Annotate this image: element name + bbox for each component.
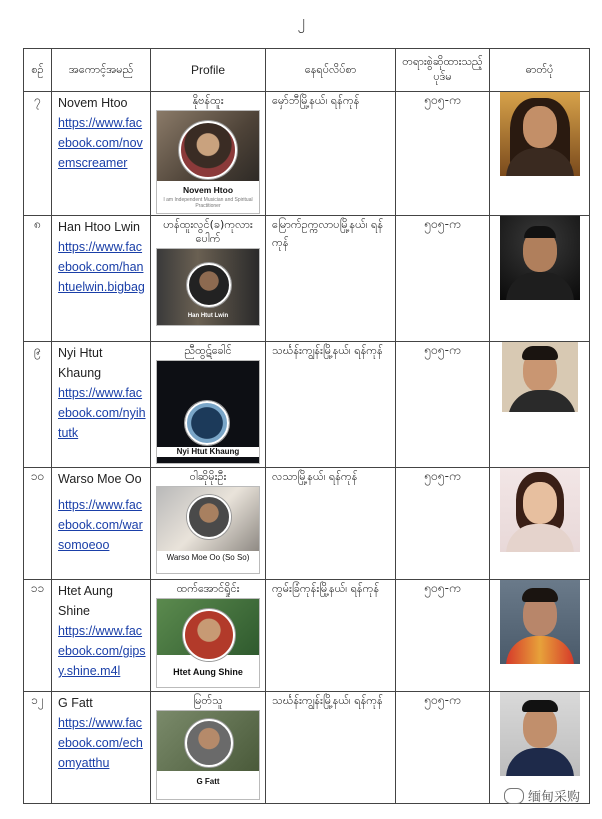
account-cell	[52, 692, 151, 804]
photo-cell	[490, 342, 590, 468]
section-cell: ၅၀၅-က	[396, 692, 490, 804]
account-cell	[52, 216, 151, 342]
table-row	[24, 580, 590, 692]
profile-url-link[interactable]: https://www.facebook.com/echomyatthu	[58, 716, 143, 770]
suspect-photo	[500, 580, 580, 664]
watermark	[504, 786, 580, 805]
address-cell: မှော်ဘီမြို့နယ်၊ ရန်ကုန်	[266, 92, 396, 216]
profile-screenshot	[156, 248, 260, 326]
row-number: ၁၂	[24, 692, 52, 804]
photo-cell	[490, 580, 590, 692]
header-section: တရားစွဲဆိုထားသည့်ပုဒ်မ	[396, 49, 490, 92]
profile-screenshot	[156, 360, 260, 464]
burmese-name: ထက်အောင်ရှိုင်း	[176, 582, 240, 595]
header-profile: Profile	[151, 49, 266, 92]
header-photo: ဓာတ်ပုံ	[490, 49, 590, 92]
profile-display-name: Novem Htoo	[182, 185, 234, 195]
profile-screenshot	[156, 486, 260, 574]
section-cell: ၅၀၅-က	[396, 580, 490, 692]
table-header-row	[24, 49, 590, 92]
profile-cell	[151, 342, 266, 468]
profile-screenshot	[156, 110, 260, 214]
photo-cell	[490, 92, 590, 216]
row-number: ၈	[24, 216, 52, 342]
profile-screenshot	[156, 598, 260, 688]
section-cell: ၅၀၅-က	[396, 342, 490, 468]
suspect-photo	[500, 216, 580, 300]
account-cell	[52, 580, 151, 692]
suspect-photo	[500, 692, 580, 776]
address-cell: ကွမ်းခြံကုန်းမြို့နယ်၊ ရန်ကုန်	[266, 580, 396, 692]
table-row	[24, 468, 590, 580]
row-number: ၇	[24, 92, 52, 216]
wechat-icon	[504, 788, 524, 804]
account-name: Han Htoo Lwin	[58, 220, 140, 234]
row-number: ၉	[24, 342, 52, 468]
suspect-photo	[500, 468, 580, 552]
wanted-list-table	[23, 48, 590, 804]
photo-cell	[490, 216, 590, 342]
table-row	[24, 342, 590, 468]
profile-cell	[151, 216, 266, 342]
profile-url-link[interactable]: https://www.facebook.com/warsomoeoo	[58, 498, 143, 552]
burmese-name: ဝါဆိုမိုးဦး	[189, 470, 227, 483]
address-cell: သင်္ဃန်းကျွန်းမြို့နယ်၊ ရန်ကုန်	[266, 342, 396, 468]
burmese-name: မြတ်သူ	[193, 694, 223, 707]
row-number: ၁၀	[24, 468, 52, 580]
account-name: Nyi Htut Khaung	[58, 346, 103, 380]
profile-display-name: G Fatt	[196, 777, 220, 786]
page-number: ၂	[297, 12, 305, 30]
section-cell: ၅၀၅-က	[396, 92, 490, 216]
profile-cell	[151, 92, 266, 216]
burmese-name: ညီထွဋ်ခေါင်	[184, 344, 232, 357]
suspect-photo	[502, 342, 578, 412]
account-cell	[52, 342, 151, 468]
header-no: စဉ်	[24, 49, 52, 92]
account-cell	[52, 92, 151, 216]
section-cell: ၅၀၅-က	[396, 216, 490, 342]
profile-display-name: Nyi Htut Khaung	[157, 447, 259, 457]
section-cell: ၅၀၅-က	[396, 468, 490, 580]
profile-url-link[interactable]: https://www.facebook.com/novemscreamer	[58, 116, 143, 170]
profile-cell	[151, 580, 266, 692]
table-row	[24, 92, 590, 216]
profile-url-link[interactable]: https://www.facebook.com/hanhtuelwin.bigbag	[58, 240, 145, 294]
table-row	[24, 216, 590, 342]
header-address: နေရပ်လိပ်စာ	[266, 49, 396, 92]
account-name: Htet Aung Shine	[58, 584, 113, 618]
account-name: Warso Moe Oo	[58, 472, 142, 486]
profile-display-name: Warso Moe Oo (So So)	[166, 553, 250, 562]
profile-cell	[151, 692, 266, 804]
account-name: G Fatt	[58, 696, 93, 710]
watermark-text: 缅甸采购	[527, 790, 580, 805]
header-account: အကောင့်အမည်	[52, 49, 151, 92]
address-cell: မြောက်ဥက္ကလာပမြို့နယ်၊ ရန်ကုန်	[266, 216, 396, 342]
suspect-photo	[500, 92, 580, 176]
account-cell	[52, 468, 151, 580]
profile-bio: I am Independent Musician and Spiritual Practitioner	[163, 197, 253, 209]
burmese-name: နိုဗန်ထူး	[192, 94, 224, 107]
photo-cell	[490, 468, 590, 580]
account-name: Novem Htoo	[58, 96, 128, 110]
profile-cell	[151, 468, 266, 580]
row-number: ၁၁	[24, 580, 52, 692]
address-cell: လသာမြို့နယ်၊ ရန်ကုန်	[266, 468, 396, 580]
profile-display-name: Htet Aung Shine	[173, 667, 243, 677]
burmese-name: ဟန်ထူးလွင်(ခ)ကုလားပေါက်	[163, 218, 253, 245]
profile-screenshot	[156, 710, 260, 800]
profile-url-link[interactable]: https://www.facebook.com/nyihtutk	[58, 386, 146, 440]
profile-url-link[interactable]: https://www.facebook.com/gipsy.shine.m4l	[58, 624, 146, 678]
profile-display-name: Han Htut Lwin	[187, 313, 229, 319]
address-cell: သင်္ဃန်းကျွန်းမြို့နယ်၊ ရန်ကုန်	[266, 692, 396, 804]
